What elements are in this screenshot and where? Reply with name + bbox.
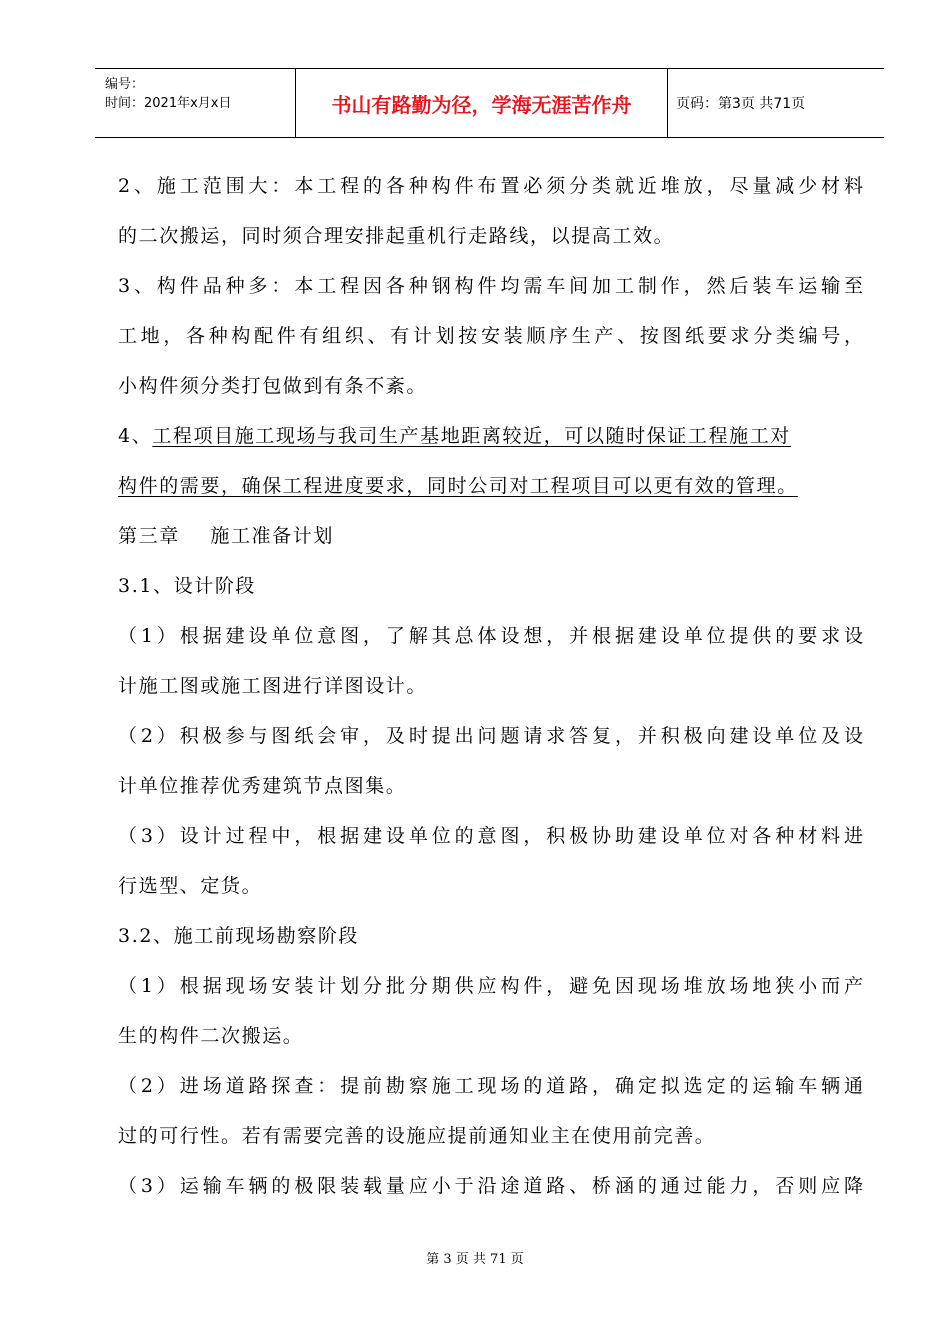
text-line: 计施工图或施工图进行详图设计。 — [118, 675, 428, 697]
text-line: 过的可行性。若有需要完善的设施应提前通知业主在使用前完善。 — [118, 1125, 716, 1147]
underlined-text-line — [118, 414, 863, 464]
header-meta — [95, 69, 296, 137]
underlined-text: 构件的需要，确保工程进度要求，同时公司对工程项目可以更有效的管理。 — [118, 475, 798, 497]
text-line: （2）进场道路探查：提前勘察施工现场的道路，确定拟选定的运输车辆通 — [118, 1075, 863, 1097]
page-footer: 第 3 页 共 71 页 — [426, 1252, 524, 1267]
text-line: （1）根据建设单位意图，了解其总体设想，并根据建设单位提供的要求设 — [118, 625, 863, 647]
chapter-heading: 第三章 施工准备计划 — [118, 525, 334, 547]
text-line: 的二次搬运，同时须合理安排起重机行走路线，以提高工效。 — [118, 225, 675, 247]
text-line: 工地，各种构配件有组织、有计划按安装顺序生产、按图纸要求分类编号， — [118, 325, 863, 347]
text-line: 行选型、定货。 — [118, 875, 263, 897]
header-motto: 书山有路勤为径，学海无涯苦作舟 — [296, 69, 668, 137]
text-line: 小构件须分类打包做到有条不紊。 — [118, 375, 428, 397]
header-page-info: 页码：第3页 共71页 — [676, 96, 806, 112]
section-heading: 3.1、设计阶段 — [118, 575, 257, 597]
underlined-text-line — [118, 464, 863, 514]
text-line: （2）积极参与图纸会审，及时提出问题请求答复，并积极向建设单位及设 — [118, 725, 863, 747]
doc-number-label: 编号： — [105, 77, 145, 92]
page-header — [95, 68, 884, 138]
text-line: 计单位推荐优秀建筑节点图集。 — [118, 775, 407, 797]
section-heading: 3.2、施工前现场勘察阶段 — [118, 925, 360, 947]
text-line: 生的构件二次搬运。 — [118, 1025, 304, 1047]
line-prefix: 4、 — [118, 425, 153, 447]
text-line: （3）运输车辆的极限装载量应小于沿途道路、桥涵的通过能力，否则应降 — [118, 1175, 863, 1197]
text-line: 2、施工范围大：本工程的各种构件布置必须分类就近堆放，尽量减少材料 — [118, 175, 863, 197]
doc-time-label: 时间：2021年x月x日 — [105, 96, 232, 111]
text-line: （3）设计过程中，根据建设单位的意图，积极协助建设单位对各种材料进 — [118, 825, 863, 847]
document-body — [118, 164, 863, 1214]
text-line: 3、构件品种多：本工程因各种钢构件均需车间加工制作，然后装车运输至 — [118, 275, 863, 297]
text-line: （1）根据现场安装计划分批分期供应构件，避免因现场堆放场地狭小而产 — [118, 975, 863, 997]
underlined-text: 工程项目施工现场与我司生产基地距离较近，可以随时保证工程施工对 — [152, 425, 791, 447]
